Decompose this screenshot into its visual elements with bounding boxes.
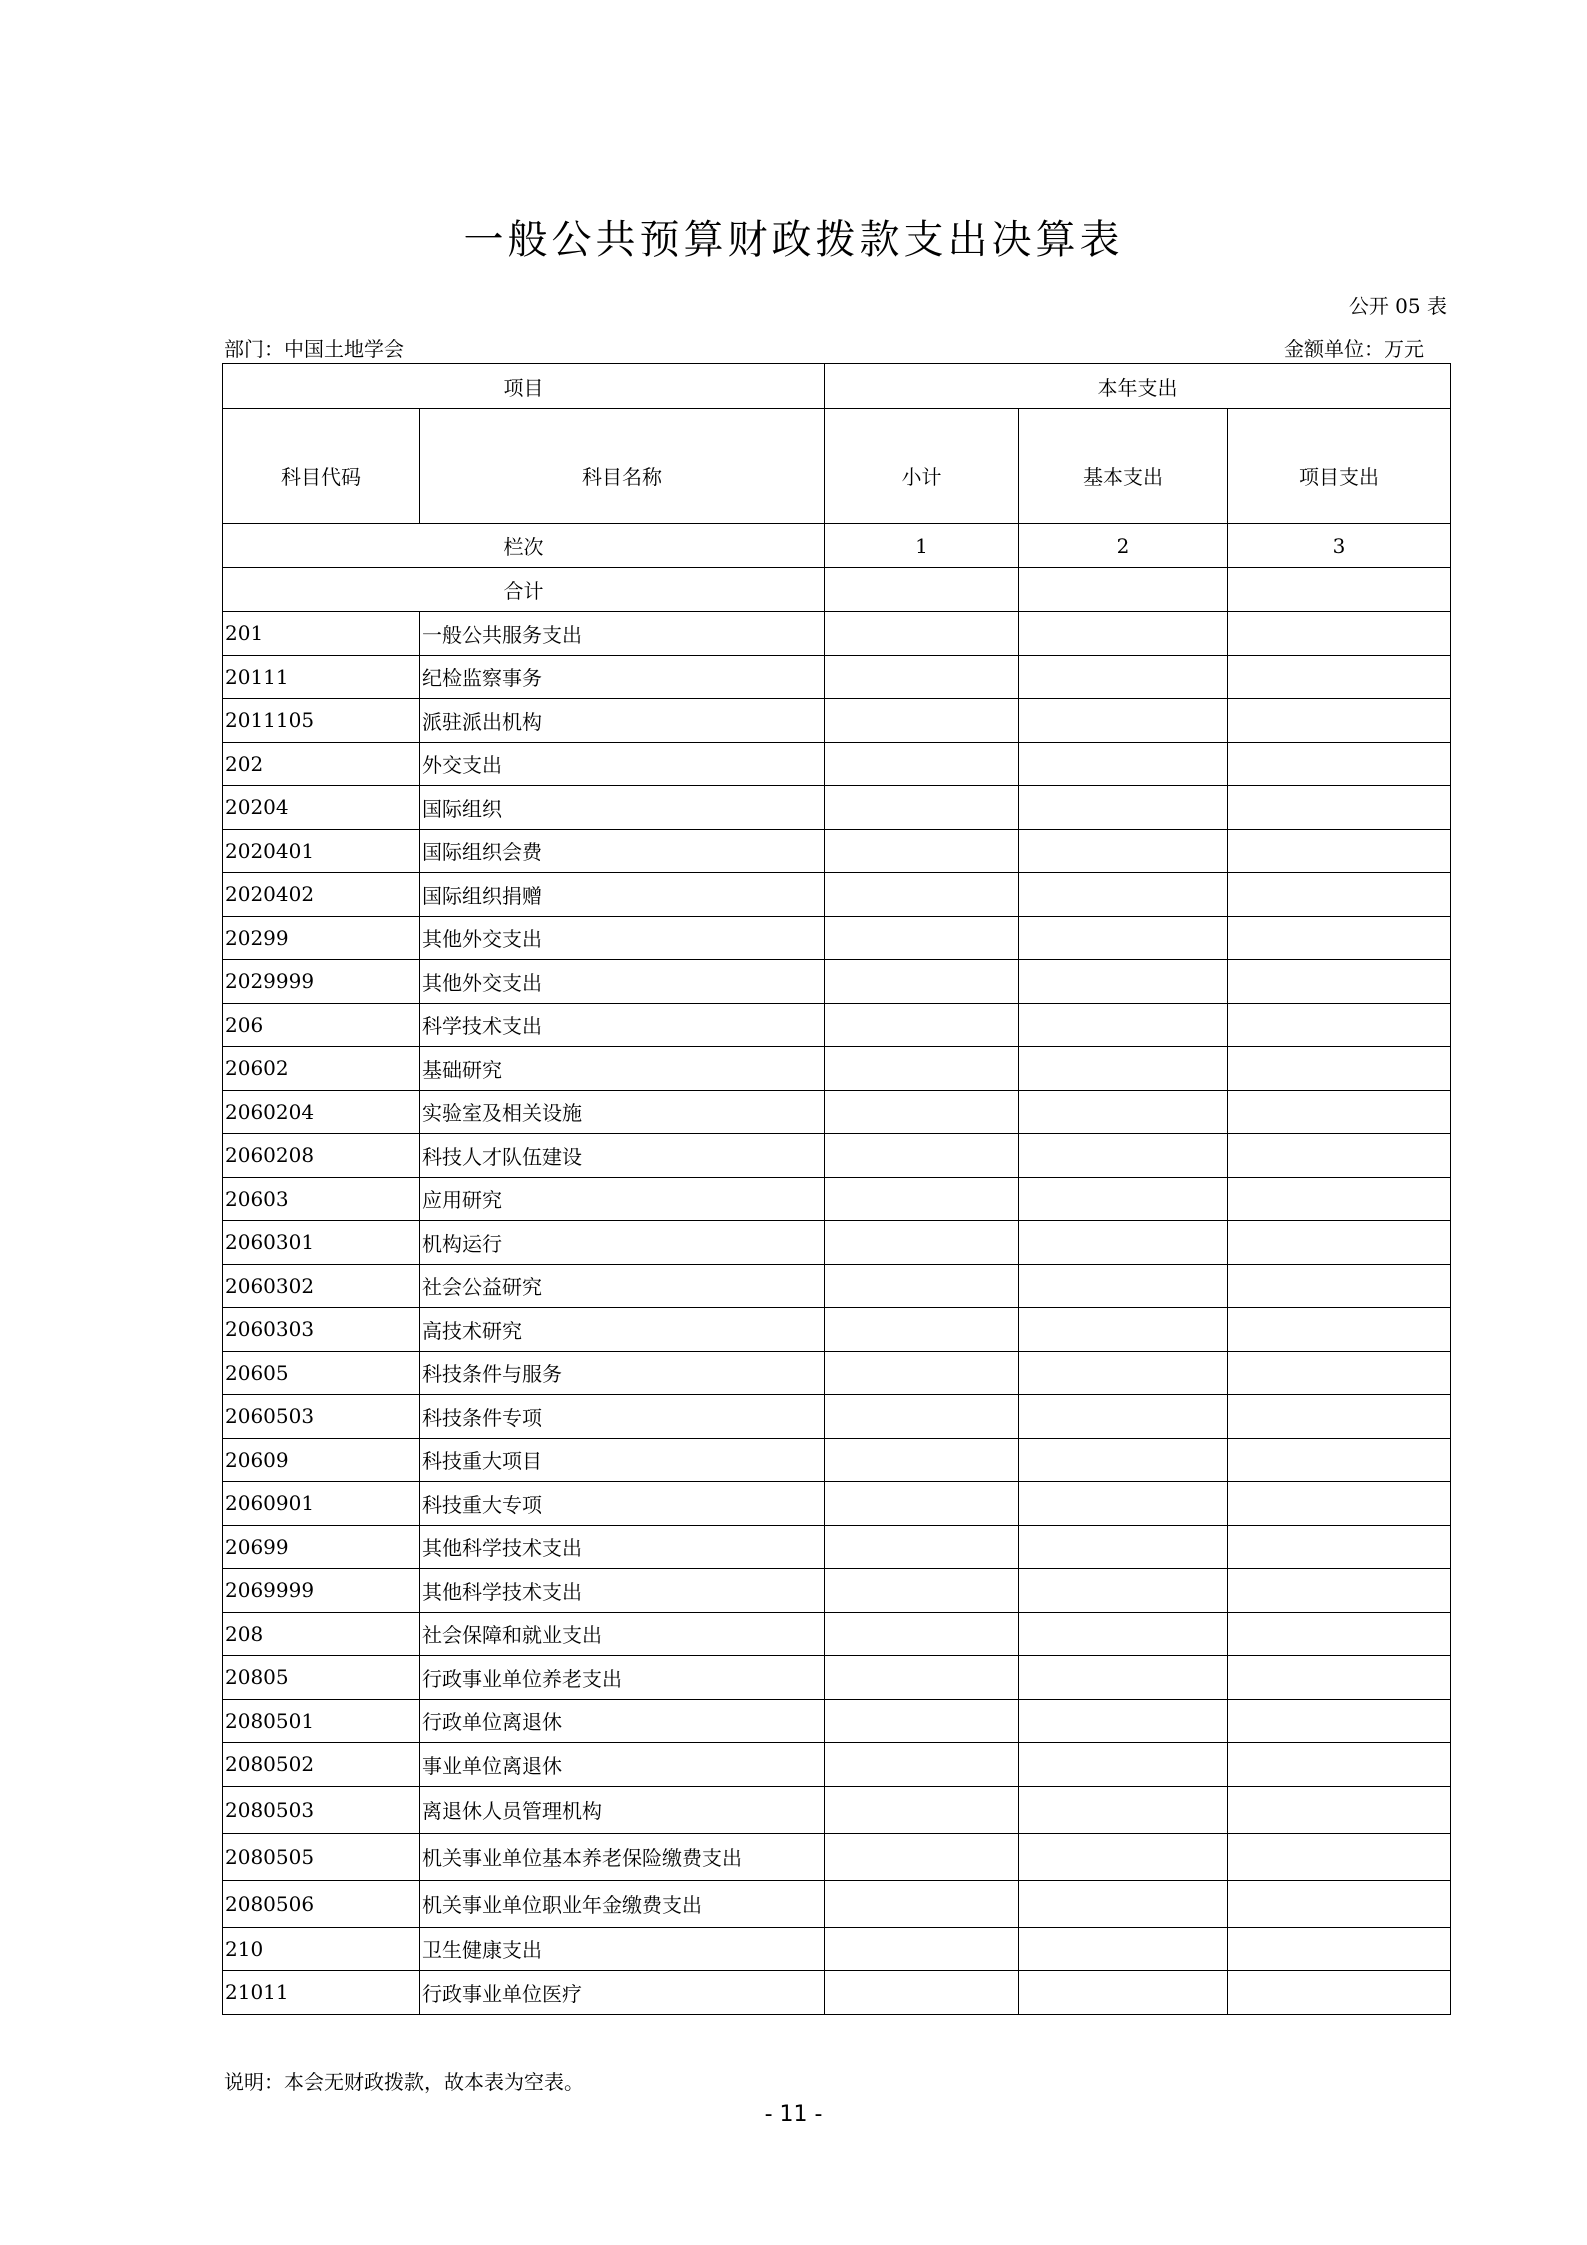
row-subtotal-cell — [825, 1482, 1019, 1526]
table-row — [223, 1308, 1451, 1352]
row-basic-cell — [1019, 1927, 1228, 1971]
total-label: 合计 — [223, 568, 825, 612]
row-basic-cell — [1019, 1833, 1228, 1880]
row-basic-cell — [1019, 1177, 1228, 1221]
row-basic-cell — [1019, 1656, 1228, 1700]
table-row — [223, 1743, 1451, 1787]
row-basic-cell — [1019, 786, 1228, 830]
row-basic-cell — [1019, 1003, 1228, 1047]
table-row — [223, 1047, 1451, 1091]
row-project-cell — [1228, 1927, 1451, 1971]
row-basic-cell — [1019, 612, 1228, 656]
row-basic-cell — [1019, 960, 1228, 1004]
row-project-cell — [1228, 699, 1451, 743]
table-row — [223, 1482, 1451, 1526]
row-project-cell — [1228, 1482, 1451, 1526]
header-name: 科目名称 — [420, 409, 825, 524]
row-name: 科技重大专项 — [420, 1482, 825, 1526]
row-name: 其他科学技术支出 — [420, 1525, 825, 1569]
row-code: 20609 — [223, 1438, 420, 1482]
table-row — [223, 1221, 1451, 1265]
row-project-cell — [1228, 873, 1451, 917]
row-name: 国际组织 — [420, 786, 825, 830]
table-row — [223, 873, 1451, 917]
table-row — [223, 1786, 1451, 1833]
row-project-cell — [1228, 1569, 1451, 1613]
column-number-label: 栏次 — [223, 524, 825, 568]
header-project: 项目支出 — [1228, 409, 1451, 524]
row-name: 外交支出 — [420, 742, 825, 786]
row-project-cell — [1228, 1134, 1451, 1178]
header-current-year: 本年支出 — [825, 364, 1451, 409]
row-code: 210 — [223, 1927, 420, 1971]
row-project-cell — [1228, 612, 1451, 656]
row-subtotal-cell — [825, 960, 1019, 1004]
row-subtotal-cell — [825, 1090, 1019, 1134]
table-row — [223, 786, 1451, 830]
table-row — [223, 1656, 1451, 1700]
row-subtotal-cell — [825, 1003, 1019, 1047]
row-project-cell — [1228, 1177, 1451, 1221]
row-basic-cell — [1019, 1525, 1228, 1569]
row-code: 2011105 — [223, 699, 420, 743]
row-name: 国际组织会费 — [420, 829, 825, 873]
row-subtotal-cell — [825, 1047, 1019, 1091]
row-project-cell — [1228, 742, 1451, 786]
row-basic-cell — [1019, 1438, 1228, 1482]
row-name: 科技条件专项 — [420, 1395, 825, 1439]
table-row — [223, 1003, 1451, 1047]
table-row — [223, 1880, 1451, 1927]
column-number-row — [223, 524, 1451, 568]
row-basic-cell — [1019, 829, 1228, 873]
row-basic-cell — [1019, 1612, 1228, 1656]
row-subtotal-cell — [825, 1833, 1019, 1880]
row-project-cell — [1228, 1880, 1451, 1927]
row-basic-cell — [1019, 1699, 1228, 1743]
amount-unit-label: 金额单位：万元 — [1284, 337, 1424, 361]
table-row — [223, 1569, 1451, 1613]
row-name: 行政事业单位医疗 — [420, 1971, 825, 2015]
row-basic-cell — [1019, 1743, 1228, 1787]
row-subtotal-cell — [825, 1786, 1019, 1833]
row-subtotal-cell — [825, 1971, 1019, 2015]
row-subtotal-cell — [825, 1699, 1019, 1743]
row-project-cell — [1228, 655, 1451, 699]
row-basic-cell — [1019, 742, 1228, 786]
row-project-cell — [1228, 1656, 1451, 1700]
table-row — [223, 1927, 1451, 1971]
row-code: 20603 — [223, 1177, 420, 1221]
row-subtotal-cell — [825, 742, 1019, 786]
row-name: 机关事业单位职业年金缴费支出 — [420, 1880, 825, 1927]
table-row — [223, 1090, 1451, 1134]
table-row — [223, 1525, 1451, 1569]
row-name: 国际组织捐赠 — [420, 873, 825, 917]
row-name: 离退休人员管理机构 — [420, 1786, 825, 1833]
row-code: 2020402 — [223, 873, 420, 917]
row-code: 20299 — [223, 916, 420, 960]
row-name: 机关事业单位基本养老保险缴费支出 — [420, 1833, 825, 1880]
row-name: 科技人才队伍建设 — [420, 1134, 825, 1178]
row-code: 20204 — [223, 786, 420, 830]
row-code: 2060901 — [223, 1482, 420, 1526]
table-row — [223, 1833, 1451, 1880]
row-basic-cell — [1019, 916, 1228, 960]
row-subtotal-cell — [825, 1177, 1019, 1221]
row-project-cell — [1228, 786, 1451, 830]
row-name: 其他外交支出 — [420, 960, 825, 1004]
row-project-cell — [1228, 1221, 1451, 1265]
header-row-2 — [223, 409, 1451, 524]
row-subtotal-cell — [825, 1308, 1019, 1352]
header-code: 科目代码 — [223, 409, 420, 524]
row-subtotal-cell — [825, 1134, 1019, 1178]
row-project-cell — [1228, 1786, 1451, 1833]
row-project-cell — [1228, 1308, 1451, 1352]
row-subtotal-cell — [825, 1351, 1019, 1395]
header-basic: 基本支出 — [1019, 409, 1228, 524]
row-subtotal-cell — [825, 1927, 1019, 1971]
row-name: 机构运行 — [420, 1221, 825, 1265]
table-row — [223, 1351, 1451, 1395]
table-row — [223, 1438, 1451, 1482]
row-code: 2060303 — [223, 1308, 420, 1352]
row-code: 2060503 — [223, 1395, 420, 1439]
row-subtotal-cell — [825, 873, 1019, 917]
row-code: 202 — [223, 742, 420, 786]
row-code: 2069999 — [223, 1569, 420, 1613]
row-subtotal-cell — [825, 655, 1019, 699]
row-code: 2080503 — [223, 1786, 420, 1833]
row-project-cell — [1228, 1090, 1451, 1134]
row-name: 社会保障和就业支出 — [420, 1612, 825, 1656]
row-name: 基础研究 — [420, 1047, 825, 1091]
row-project-cell — [1228, 1743, 1451, 1787]
row-subtotal-cell — [825, 1438, 1019, 1482]
row-code: 2080502 — [223, 1743, 420, 1787]
column-number-3: 3 — [1228, 524, 1451, 568]
table-row — [223, 1395, 1451, 1439]
row-basic-cell — [1019, 1308, 1228, 1352]
row-name: 科技重大项目 — [420, 1438, 825, 1482]
row-code: 2060204 — [223, 1090, 420, 1134]
row-name: 应用研究 — [420, 1177, 825, 1221]
row-subtotal-cell — [825, 699, 1019, 743]
row-subtotal-cell — [825, 1743, 1019, 1787]
row-code: 2060302 — [223, 1264, 420, 1308]
row-code: 2060301 — [223, 1221, 420, 1265]
row-project-cell — [1228, 916, 1451, 960]
row-project-cell — [1228, 1264, 1451, 1308]
form-number: 公开 05 表 — [1348, 294, 1447, 318]
row-basic-cell — [1019, 1569, 1228, 1613]
table-row — [223, 742, 1451, 786]
row-code: 20605 — [223, 1351, 420, 1395]
row-project-cell — [1228, 1438, 1451, 1482]
row-code: 201 — [223, 612, 420, 656]
total-project-cell — [1228, 568, 1451, 612]
row-name: 其他外交支出 — [420, 916, 825, 960]
column-number-1: 1 — [825, 524, 1019, 568]
row-code: 2060208 — [223, 1134, 420, 1178]
table-row — [223, 612, 1451, 656]
row-subtotal-cell — [825, 786, 1019, 830]
row-code: 20805 — [223, 1656, 420, 1700]
department-label: 部门：中国土地学会 — [224, 337, 404, 361]
row-name: 科技条件与服务 — [420, 1351, 825, 1395]
row-code: 2080505 — [223, 1833, 420, 1880]
header-subtotal: 小计 — [825, 409, 1019, 524]
row-name: 纪检监察事务 — [420, 655, 825, 699]
row-basic-cell — [1019, 1482, 1228, 1526]
row-project-cell — [1228, 960, 1451, 1004]
row-basic-cell — [1019, 1047, 1228, 1091]
header-row-1 — [223, 364, 1451, 409]
total-subtotal-cell — [825, 568, 1019, 612]
row-project-cell — [1228, 829, 1451, 873]
row-code: 2020401 — [223, 829, 420, 873]
row-subtotal-cell — [825, 829, 1019, 873]
table-row — [223, 1134, 1451, 1178]
row-project-cell — [1228, 1395, 1451, 1439]
row-name: 行政事业单位养老支出 — [420, 1656, 825, 1700]
row-code: 20111 — [223, 655, 420, 699]
row-code: 20602 — [223, 1047, 420, 1091]
column-number-2: 2 — [1019, 524, 1228, 568]
row-name: 社会公益研究 — [420, 1264, 825, 1308]
row-basic-cell — [1019, 655, 1228, 699]
row-basic-cell — [1019, 1971, 1228, 2015]
table-note: 说明：本会无财政拨款，故本表为空表。 — [224, 2070, 584, 2094]
row-project-cell — [1228, 1351, 1451, 1395]
row-basic-cell — [1019, 1786, 1228, 1833]
row-subtotal-cell — [825, 1221, 1019, 1265]
row-basic-cell — [1019, 1134, 1228, 1178]
table-row — [223, 960, 1451, 1004]
row-code: 208 — [223, 1612, 420, 1656]
row-code: 206 — [223, 1003, 420, 1047]
row-name: 高技术研究 — [420, 1308, 825, 1352]
total-row — [223, 568, 1451, 612]
row-basic-cell — [1019, 1221, 1228, 1265]
row-subtotal-cell — [825, 1525, 1019, 1569]
row-subtotal-cell — [825, 916, 1019, 960]
row-name: 其他科学技术支出 — [420, 1569, 825, 1613]
row-name: 科学技术支出 — [420, 1003, 825, 1047]
row-project-cell — [1228, 1003, 1451, 1047]
row-name: 派驻派出机构 — [420, 699, 825, 743]
header-item: 项目 — [223, 364, 825, 409]
row-name: 事业单位离退休 — [420, 1743, 825, 1787]
row-name: 行政单位离退休 — [420, 1699, 825, 1743]
row-name: 实验室及相关设施 — [420, 1090, 825, 1134]
table-row — [223, 1612, 1451, 1656]
row-subtotal-cell — [825, 1612, 1019, 1656]
row-code: 21011 — [223, 1971, 420, 2015]
table-row — [223, 916, 1451, 960]
table-row — [223, 1264, 1451, 1308]
table-row — [223, 829, 1451, 873]
total-basic-cell — [1019, 568, 1228, 612]
row-basic-cell — [1019, 1395, 1228, 1439]
row-project-cell — [1228, 1699, 1451, 1743]
row-subtotal-cell — [825, 612, 1019, 656]
row-basic-cell — [1019, 1351, 1228, 1395]
row-basic-cell — [1019, 1264, 1228, 1308]
row-subtotal-cell — [825, 1264, 1019, 1308]
page-title: 一般公共预算财政拨款支出决算表 — [463, 217, 1124, 263]
row-project-cell — [1228, 1525, 1451, 1569]
row-project-cell — [1228, 1971, 1451, 2015]
table-row — [223, 699, 1451, 743]
table-row — [223, 1699, 1451, 1743]
row-subtotal-cell — [825, 1880, 1019, 1927]
table-row — [223, 655, 1451, 699]
budget-table — [222, 363, 1451, 2015]
table-row — [223, 1971, 1451, 2015]
row-subtotal-cell — [825, 1656, 1019, 1700]
row-basic-cell — [1019, 699, 1228, 743]
row-subtotal-cell — [825, 1395, 1019, 1439]
row-code: 20699 — [223, 1525, 420, 1569]
row-code: 2029999 — [223, 960, 420, 1004]
row-name: 卫生健康支出 — [420, 1927, 825, 1971]
row-name: 一般公共服务支出 — [420, 612, 825, 656]
row-subtotal-cell — [825, 1569, 1019, 1613]
table-row — [223, 1177, 1451, 1221]
page-number: - 11 - — [764, 2102, 823, 2127]
row-basic-cell — [1019, 873, 1228, 917]
row-project-cell — [1228, 1047, 1451, 1091]
row-project-cell — [1228, 1833, 1451, 1880]
row-basic-cell — [1019, 1090, 1228, 1134]
row-project-cell — [1228, 1612, 1451, 1656]
row-code: 2080501 — [223, 1699, 420, 1743]
row-basic-cell — [1019, 1880, 1228, 1927]
row-code: 2080506 — [223, 1880, 420, 1927]
